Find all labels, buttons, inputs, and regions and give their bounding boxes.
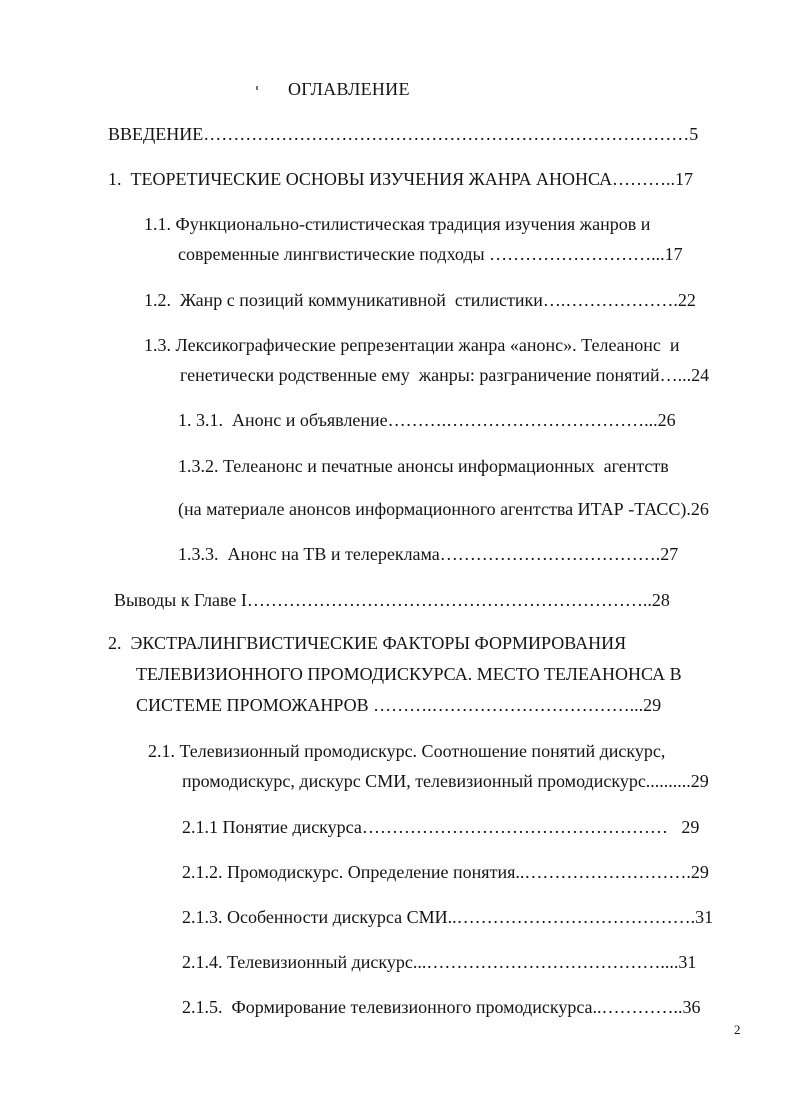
toc-entry-2-1-2: 2.1.2. Промодискурс. Определение понятия..……………………….29 (182, 862, 709, 882)
toc-entry-chapter-1: 1. ТЕОРЕТИЧЕСКИЕ ОСНОВЫ ИЗУЧЕНИЯ ЖАНРА АНОНСА………..17 (108, 169, 694, 189)
toc-entry-conclusions-chapter-1: Выводы к Главе I…………………………………………………………..28 (114, 590, 670, 610)
scan-speck (256, 86, 258, 90)
toc-entry-2-1-1: 2.1.1 Понятие дискурса…………………………………………… 29 (182, 817, 700, 837)
toc-entry-2-1-line-2: промодискурс, дискурс СМИ, телевизионный промодискурс..........29 (182, 771, 709, 791)
toc-entry-chapter-2-line-3: СИСТЕМЕ ПРОМОЖАНРОВ ……….……………………………...29 (136, 695, 662, 715)
toc-entry-1-3-line-2: генетически родственные ему жанры: разграничение понятий…...24 (180, 365, 710, 385)
toc-entry-1-3-3: 1.3.3. Анонс на ТВ и телереклама……………………………….27 (178, 544, 679, 564)
toc-entry-2-1-3: 2.1.3. Особенности дискурса СМИ..………………………………….31 (182, 907, 714, 927)
toc-entry-1-3-line-1: 1.3. Лексикографические репрезентации жанра «анонс». Телеанонс и (144, 335, 680, 355)
toc-entry-1-1-line-2: современные лингвистические подходы ………………………...17 (178, 244, 683, 264)
toc-entry-1-3-2: 1.3.2. Телеанонс и печатные анонсы информационных агентств (178, 456, 669, 476)
toc-entry-1-1-line-1: 1.1. Функционально-стилистическая традиция изучения жанров и (144, 214, 651, 234)
toc-entry-1-2: 1.2. Жанр с позиций коммуникативной стилистики….……………….22 (144, 290, 696, 310)
toc-entry-chapter-2-line-1: 2. ЭКСТРАЛИНГВИСТИЧЕСКИЕ ФАКТОРЫ ФОРМИРОВАНИЯ (108, 633, 627, 653)
toc-entry-chapter-2-line-2: ТЕЛЕВИЗИОННОГО ПРОМОДИСКУРСА. МЕСТО ТЕЛЕАНОНСА В (136, 664, 682, 684)
toc-entry-2-1-line-1: 2.1. Телевизионный промодискурс. Соотношение понятий дискурс, (148, 741, 666, 761)
toc-entry-2-1-5: 2.1.5. Формирование телевизионного промодискурса..…………..36 (182, 997, 701, 1017)
toc-entry-introduction: ВВЕДЕНИЕ………………………………………………………………………5 (108, 124, 699, 144)
toc-entry-2-1-4: 2.1.4. Телевизионный дискурс...…………………………………....31 (182, 952, 697, 972)
toc-entry-1-3-2-note: (на материале анонсов информационного агентства ИТАР -ТАСС).26 (178, 499, 709, 519)
toc-entry-1-3-1: 1. 3.1. Анонс и объявление……….……………………………...26 (178, 410, 676, 430)
page-number: 2 (734, 1022, 741, 1037)
toc-title: ОГЛАВЛЕНИЕ (288, 79, 410, 99)
